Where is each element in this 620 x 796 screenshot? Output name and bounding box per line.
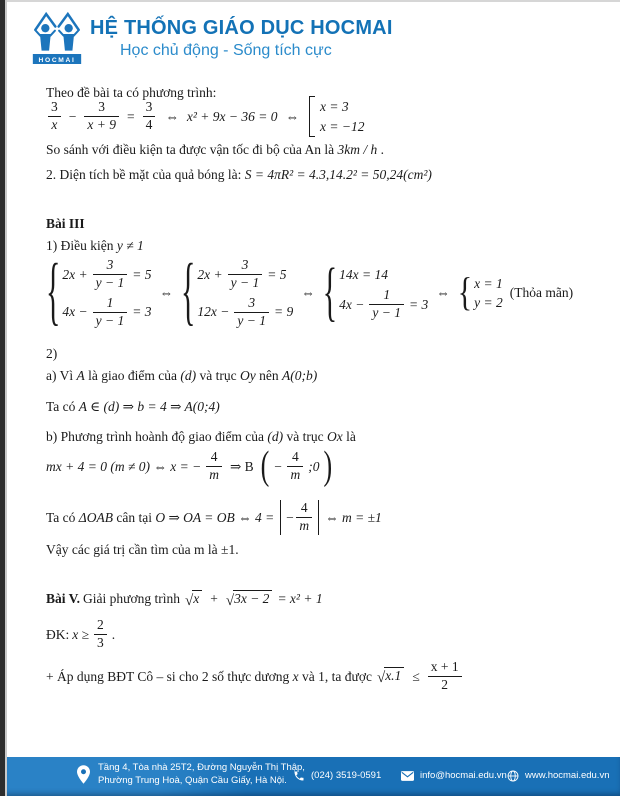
logo-wordmark: HOCMAI (38, 56, 76, 64)
system-1: { 2x + $\frac{3}{y - 1}$ = 5 4x − $\frac{1}{y - 1}$ = 3 (46, 249, 152, 334)
equation-oab: Ta có ΔOAB cân tại O ⇒ OA = OB ⇔ 4 = − $\frac{4}{m}$ ⇔ m = ±1 (46, 500, 382, 533)
footer-email: info@hocmai.edu.vn (401, 770, 507, 783)
polynomial-equation: x² + 9x − 36 = 0 (186, 108, 278, 124)
part-2-label: 2) (46, 346, 58, 361)
hocmai-logo-icon (32, 10, 82, 68)
location-pin-icon (77, 765, 90, 784)
sqrt-3x-2: √ 3x − 2 (226, 590, 273, 608)
implies-operator: ⇒ B (229, 458, 254, 474)
radical-icon: √ (225, 592, 235, 609)
section-heading-bai-3: Bài III (46, 216, 85, 231)
footer-bar (5, 757, 620, 796)
fraction: $\frac{4}{m}$ (287, 450, 303, 483)
system-4: { x = 1 y = 2 (457, 270, 503, 315)
system-3: { 14x = 14 4x − $\frac{1}{y - 1}$ = 3 (322, 255, 429, 329)
radical-icon: √ (376, 670, 386, 687)
sqrt-x: √ x (185, 590, 202, 608)
equation-1 (46, 96, 596, 137)
leq-operator: ≤ (412, 668, 420, 684)
header (32, 10, 393, 68)
footer-address: Tầng 4, Tòa nhà 25T2, Đường Nguyễn Thị Thập, Phường Trung Hoà, Quận Cầu Giấy, Hà Nội. (77, 762, 305, 788)
satisfied-note: (Thỏa mãn) (509, 285, 574, 301)
iff-operator: ⇔ (165, 108, 179, 124)
system-2: { 2x + $\frac{3}{y - 1}$ = 5 12x − $\frac{3}{y - 1}$ = 9 (181, 249, 294, 334)
iff-operator: ⇔ (285, 108, 299, 124)
equals-operator: = (126, 108, 135, 124)
part-2a-line: a) Vì A là giao điểm của (d) và trục Oy nên A(0;b) (46, 368, 318, 383)
brace: { (181, 249, 196, 334)
fraction: $\frac{3}{x}$ (48, 100, 61, 133)
brace: { (457, 270, 473, 315)
bai-5-title: Bài V. Giải phương trình √ x + √ 3x − 2 = x² + 1 (46, 591, 323, 609)
cosi-line: + Áp dụng BĐT Cô – si cho 2 số thực dương x và 1, ta được √ x.1 ≤ $\frac{x + 1}{2}$ (46, 660, 596, 693)
solution-cases: x = 3 x = −12 (309, 96, 364, 137)
iff-operator: ⇔ (301, 285, 315, 301)
page-top-edge (0, 0, 620, 2)
intro-line: Theo đề bài ta có phương trình: (46, 85, 217, 100)
equation-b: mx + 4 = 0 (m ≠ 0) ⇔ x = − $\frac{4}{m}$ ⇒ B ( − $\frac{4}{m}$ ;0 ) (46, 443, 333, 489)
globe-icon (507, 770, 519, 782)
brace: { (46, 249, 61, 334)
fraction: $\frac{2}{3}$ (94, 618, 107, 651)
radical-icon: √ (184, 592, 194, 609)
brand-block (90, 10, 393, 60)
footer-website: www.hocmai.edu.vn (507, 770, 609, 783)
minus-operator: − (285, 509, 295, 525)
brace: { (322, 255, 338, 329)
part-2b-line: b) Phương trình hoành độ giao điểm của (d) và trục Ox là (46, 429, 356, 444)
comparison-line: So sánh với điều kiện ta được vận tốc đi bộ của An là 3km / h . (46, 142, 385, 157)
fraction: $\frac{4}{m}$ (206, 450, 222, 483)
ta-co-line: Ta có A ∈ (d) ⇒ b = 4 ⇒ A(0;4) (46, 399, 220, 414)
plus-operator: + (210, 591, 218, 607)
page-left-edge-light (5, 0, 7, 796)
iff-operator: ⇔ (436, 285, 450, 301)
absolute-value: − $\frac{4}{m}$ (280, 500, 319, 535)
minus-operator: − (68, 108, 77, 124)
sphere-area-line: 2. Diện tích bề mặt của quả bóng là: S = 4πR² = 4.3,14.2² = 50,24(cm²) (46, 167, 432, 182)
sqrt-x1: √ x.1 (377, 667, 404, 685)
big-paren-close: ) (323, 443, 333, 489)
iff-operator: ⇔ (159, 285, 173, 301)
email-icon (401, 771, 414, 781)
minus-operator: − (273, 458, 283, 474)
footer-phone: (024) 3519-0591 (293, 770, 381, 783)
dk-line: ĐK: x ≥ $\frac{2}{3}$ . (46, 617, 116, 650)
square-bracket (309, 96, 315, 137)
phone-icon (293, 770, 305, 782)
fraction: $\frac{3}{4}$ (143, 100, 156, 133)
section-heading-bai-5: Bài V. (46, 591, 81, 607)
conclusion-line: Vậy các giá trị cần tìm của m là ±1. (46, 542, 239, 557)
condition-line: 1) Điều kiện y ≠ 1 (46, 238, 144, 253)
big-paren-open: ( (260, 443, 270, 489)
fraction: $\frac{x + 1}{2}$ (428, 660, 462, 693)
brand-subtitle: Học chủ động - Sống tích cực (120, 42, 332, 59)
fraction: $\frac{3}{x + 9}$ (84, 100, 119, 133)
system-equation-chain (46, 249, 596, 334)
brand-title: HỆ THỐNG GIÁO DỤC HOCMAI (90, 17, 393, 39)
